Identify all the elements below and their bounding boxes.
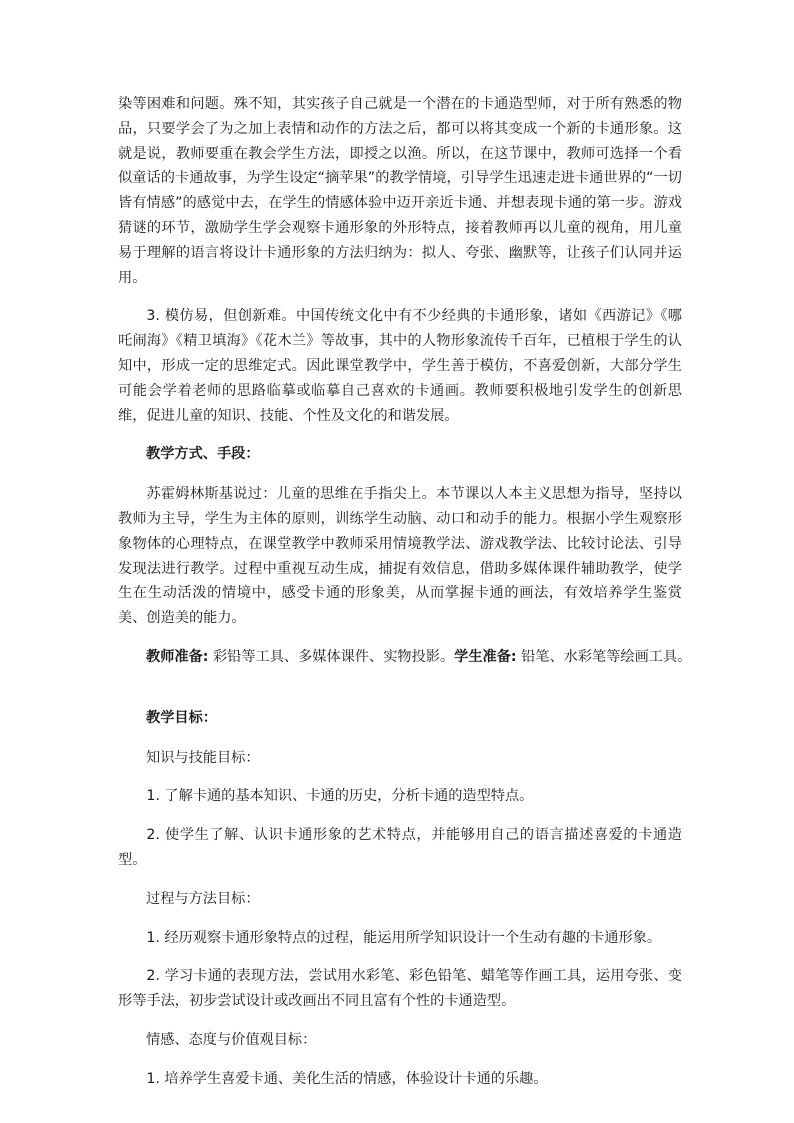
teacher-prep-label: 教师准备:	[146, 648, 209, 665]
student-prep-text: 铅笔、水彩笔等绘画工具。	[516, 648, 692, 665]
goal-emotion-item-1: 1. 培养学生喜爱卡通、美化生活的情感，体验设计卡通的乐趣。	[146, 1070, 548, 1087]
goal-knowledge-title: 知识与技能目标：	[146, 749, 260, 766]
heading-teaching-goals: 教学目标：	[146, 709, 217, 726]
goal-emotion-title: 情感、态度与价值观目标：	[146, 1031, 317, 1048]
student-prep-label: 学生准备:	[454, 648, 517, 665]
goal-process-title: 过程与方法目标：	[146, 890, 260, 907]
goal-process-item-1: 1. 经历观察卡通形象特点的过程，能运用所学知识设计一个生动有趣的卡通形象。	[146, 929, 662, 946]
paragraph-continued: 染等困难和问题。殊不知，其实孩子自己就是一个潜在的卡通造型师，对于所有熟悉的物品，只要学会了为之加上表情和动作的方法之后，都可以将其变成一个新的卡通形象。这就是说，教师要重在教会学生方法，即授之以渔。所以，在这节课中，教师可选择一个看似童话的卡通故事，为学生设定“摘苹果”的教学情境，引导学生迅速走进卡通世界的“一切皆有情感”的感觉中去，在学生的情感体验中迈开亲近卡通、并想表现卡通的第一步。游戏猜谜的环节，激励学生学会观察卡通形象的外形特点，接着教师再以儿童的视角，用儿童易于理解的语言将设计卡通形象的方法归纳为：拟人、夸张、幽默等，让孩子们认同并运用。	[118, 96, 682, 286]
goal-knowledge-item-1: 1. 了解卡通的基本知识、卡通的历史，分析卡通的造型特点。	[146, 788, 534, 805]
paragraph-point-3: 3. 模仿易，但创新难。中国传统文化中有不少经典的卡通形象，诸如《西游记》《哪吒闹海》《精卫填海》《花木兰》等故事，其中的人物形象流传千百年，已植根于学生的认知中，形成一定的思维定式。因此课堂教学中，学生善于模仿，不喜爱创新，大部分学生可能会学着老师的思路临摹或临摹自己喜欢的卡通画。教师要积极地引发学生的创新思维，促进儿童的知识、技能、个性及文化的和谐发展。	[118, 308, 682, 424]
paragraph-teaching-methods: 苏霍姆林斯基说过：儿童的思维在手指尖上。本节课以人本主义思想为指导，坚持以教师为主导，学生为主体的原则，训练学生动脑、动口和动手的能力。根据小学生观察形象物体的心理特点，在课堂教学中教师采用情境教学法、游戏教学法、比较讨论法、引导发现法进行教学。过程中重视互动生成，捕捉有效信息，借助多媒体课件辅助教学，使学生在生动活泼的情境中，感受卡通的形象美，从而掌握卡通的画法，有效培养学生鉴赏美、创造美的能力。	[118, 486, 682, 627]
goal-knowledge-item-2: 2. 使学生了解、认识卡通形象的艺术特点，并能够用自己的语言描述喜爱的卡通造型。	[118, 827, 682, 868]
goal-process-item-2: 2. 学习卡通的表现方法，尝试用水彩笔、彩色铅笔、蜡笔等作画工具，运用夸张、变形等手法，初步尝试设计或改画出不同且富有个性的卡通造型。	[118, 968, 682, 1010]
preparation-line	[118, 645, 692, 670]
heading-teaching-methods: 教学方式、手段：	[146, 446, 260, 463]
teacher-prep-text: 彩铅等工具、多媒体课件、实物投影。	[208, 648, 455, 665]
